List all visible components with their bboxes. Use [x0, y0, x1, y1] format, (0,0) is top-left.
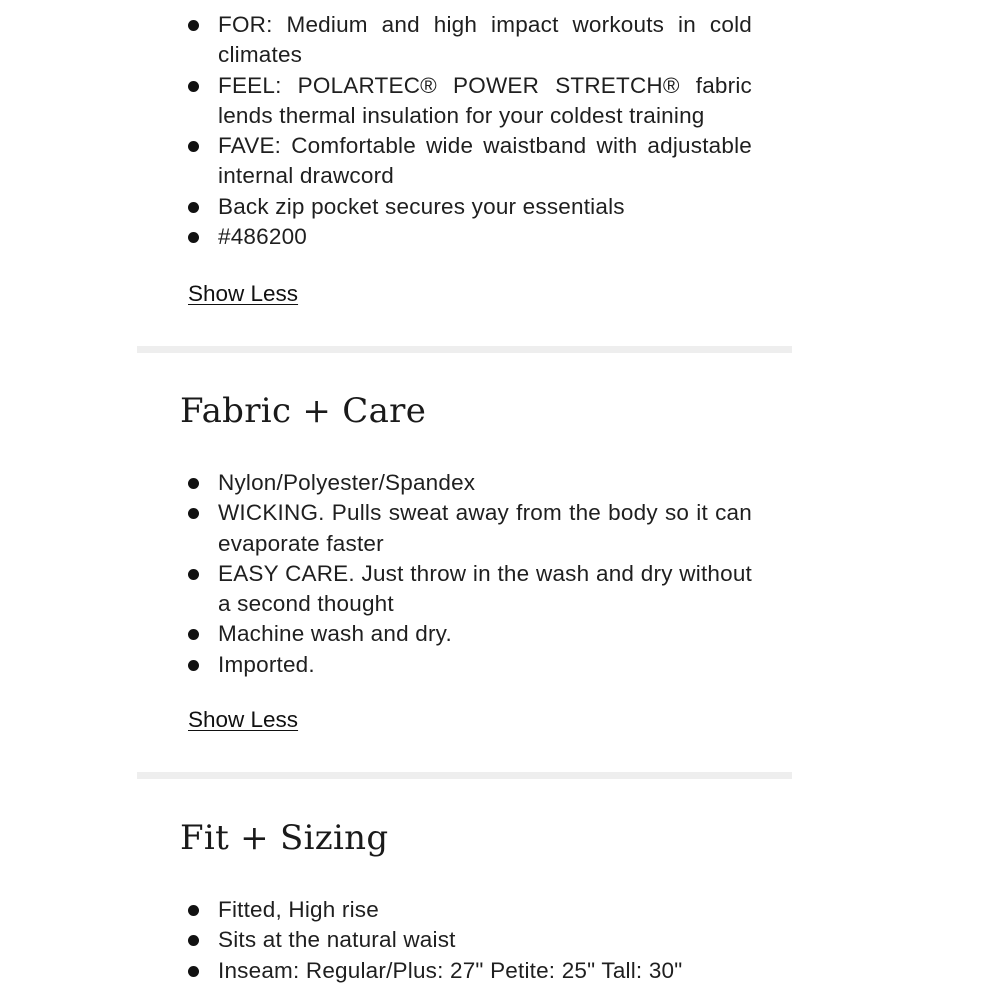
bullet-icon [188, 508, 199, 519]
section-divider [137, 346, 792, 353]
bullet-icon [188, 935, 199, 946]
bullet-icon [188, 905, 199, 916]
list-item [186, 71, 752, 132]
list-item-text: FEEL: POLARTEC® POWER STRETCH® fabric lends thermal insulation for your coldest training [218, 72, 752, 128]
list-item-text: Imported. [218, 651, 315, 677]
list-item [186, 619, 752, 649]
list-item [186, 956, 752, 986]
list-item-text: FOR: Medium and high impact workouts in cold climates [218, 12, 752, 68]
fit-sizing-heading: Fit + Sizing [180, 818, 389, 858]
bullet-icon [188, 81, 199, 92]
list-item-text: Machine wash and dry. [218, 621, 452, 647]
fabric-care-list [186, 468, 752, 680]
list-item [186, 925, 752, 955]
section-divider [137, 772, 792, 779]
list-item-text: Sits at the natural waist [218, 927, 456, 953]
bullet-icon [188, 232, 199, 243]
fabric-care-show-less-link[interactable]: Show Less [188, 707, 299, 732]
bullet-icon [188, 660, 199, 671]
bullet-icon [188, 20, 199, 31]
list-item [186, 498, 752, 559]
list-item [186, 10, 752, 71]
list-item [186, 650, 752, 680]
bullet-icon [188, 141, 199, 152]
features-list [186, 10, 752, 252]
fit-sizing-list [186, 895, 752, 986]
bullet-icon [188, 966, 199, 977]
list-item [186, 222, 752, 252]
list-item-text: Fitted, High rise [218, 897, 379, 922]
list-item-text: WICKING. Pulls sweat away from the body so it can evaporate faster [218, 500, 752, 556]
bullet-icon [188, 478, 199, 489]
list-item-text: EASY CARE. Just throw in the wash and dry without a second thought [218, 560, 752, 617]
list-item-text: Nylon/Polyester/Spandex [218, 470, 476, 495]
fabric-care-heading: Fabric + Care [180, 391, 427, 431]
list-item-text: FAVE: Comfortable wide waistband with adjustable internal drawcord [218, 133, 752, 189]
list-item [186, 468, 752, 498]
list-item [186, 131, 752, 192]
list-item [186, 895, 752, 925]
bullet-icon [188, 202, 199, 213]
bullet-icon [188, 569, 199, 580]
list-item-text: Back zip pocket secures your essentials [218, 193, 625, 219]
list-item [186, 559, 752, 620]
bullet-icon [188, 629, 199, 640]
list-item [186, 192, 752, 222]
features-show-less-link[interactable]: Show Less [188, 281, 299, 306]
list-item-text: #486200 [218, 224, 307, 250]
list-item-text: Inseam: Regular/Plus: 27" Petite: 25" Tall: 30" [218, 957, 683, 983]
